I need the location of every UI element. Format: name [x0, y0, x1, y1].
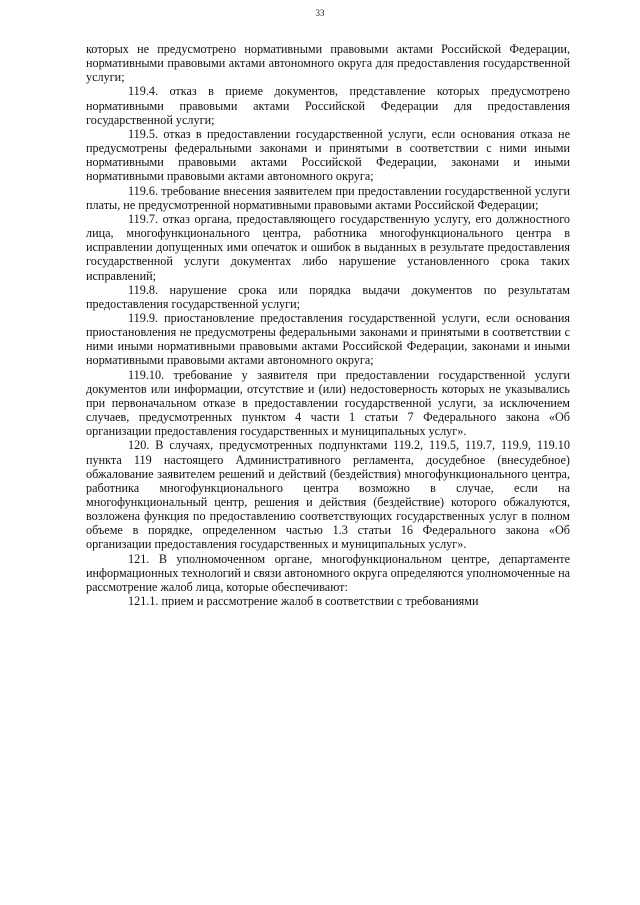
document-body [86, 42, 570, 608]
paragraph-continuation: которых не предусмотрено нормативными правовыми актами Российской Федерации, нормативными правовыми актами автономного округа для предоставления государственной услуги; [86, 42, 570, 85]
paragraph-119-9: 119.9. приостановление предоставления государственной услуги, если основания приостановления не предусмотрены федеральными законами и принятыми в соответствии с ними иными нормативными правовыми актами Российской Федерации, законами и иными нормативными правовыми актами автономного округа; [86, 310, 570, 368]
paragraph-120: 120. В случаях, предусмотренных подпунктами 119.2, 119.5, 119.7, 119.9, 119.10 пункта 119 настоящего Административного регламента, досудебное (внесудебное) обжалование заявителем решений и действий (бездействия) многофункционального центра, работника многофункционального центра возможно в случае, если на многофункциональный центр, решения и действия (бездействие) которого обжалуются, возложена функция по предоставлению соответствующих государственных услуг в полном объеме в порядке, определенном частью 1.3 статьи 16 Федерального закона «Об организации предоставления государственных и муниципальных услуг». [86, 438, 570, 552]
paragraph-119-5: 119.5. отказ в предоставлении государственной услуги, если основания отказа не предусмотрены федеральными законами и принятыми в соответствии с ними иными нормативными правовыми актами Российской Федерации, законами и иными нормативными правовыми актами автономного округа; [86, 126, 570, 184]
paragraph-119-6: 119.6. требование внесения заявителем при предоставлении государственной услуги платы, не предусмотренной нормативными правовыми актами Российской Федерации; [86, 183, 570, 212]
paragraph-119-10: 119.10. требование у заявителя при предоставлении государственной услуги документов или информации, отсутствие и (или) недостоверность которых не указывались при первоначальном отказе в предоставлении государственной услуги, за исключением случаев, предусмотренных пунктом 4 части 1 статьи 7 Федерального закона «Об организации предоставления государственных и муниципальных услуг». [86, 367, 570, 439]
paragraph-121: 121. В уполномоченном органе, многофункциональном центре, департаменте информационных технологий и связи автономного округа определяются уполномоченные на рассмотрение жалоб лица, которые обеспечивают: [86, 551, 571, 594]
paragraph-119-7: 119.7. отказ органа, предоставляющего государственную услугу, его должностного лица, многофункционального центра, работника многофункционального центра в исправлении допущенных ими опечаток и ошибок в выданных в результате предоставления государственной услуги документах либо нарушение установленного срока таких исправлений; [86, 211, 570, 283]
paragraph-121-1: 121.1. прием и рассмотрение жалоб в соответствии с требованиями [128, 594, 479, 609]
page-number: 33 [315, 8, 325, 18]
paragraph-119-4: 119.4. отказ в приеме документов, представление которых предусмотрено нормативными правовыми актами Российской Федерации для предоставления государственной услуги; [86, 84, 570, 127]
paragraph-119-8: 119.8. нарушение срока или порядка выдачи документов по результатам предоставления государственной услуги; [86, 282, 570, 311]
